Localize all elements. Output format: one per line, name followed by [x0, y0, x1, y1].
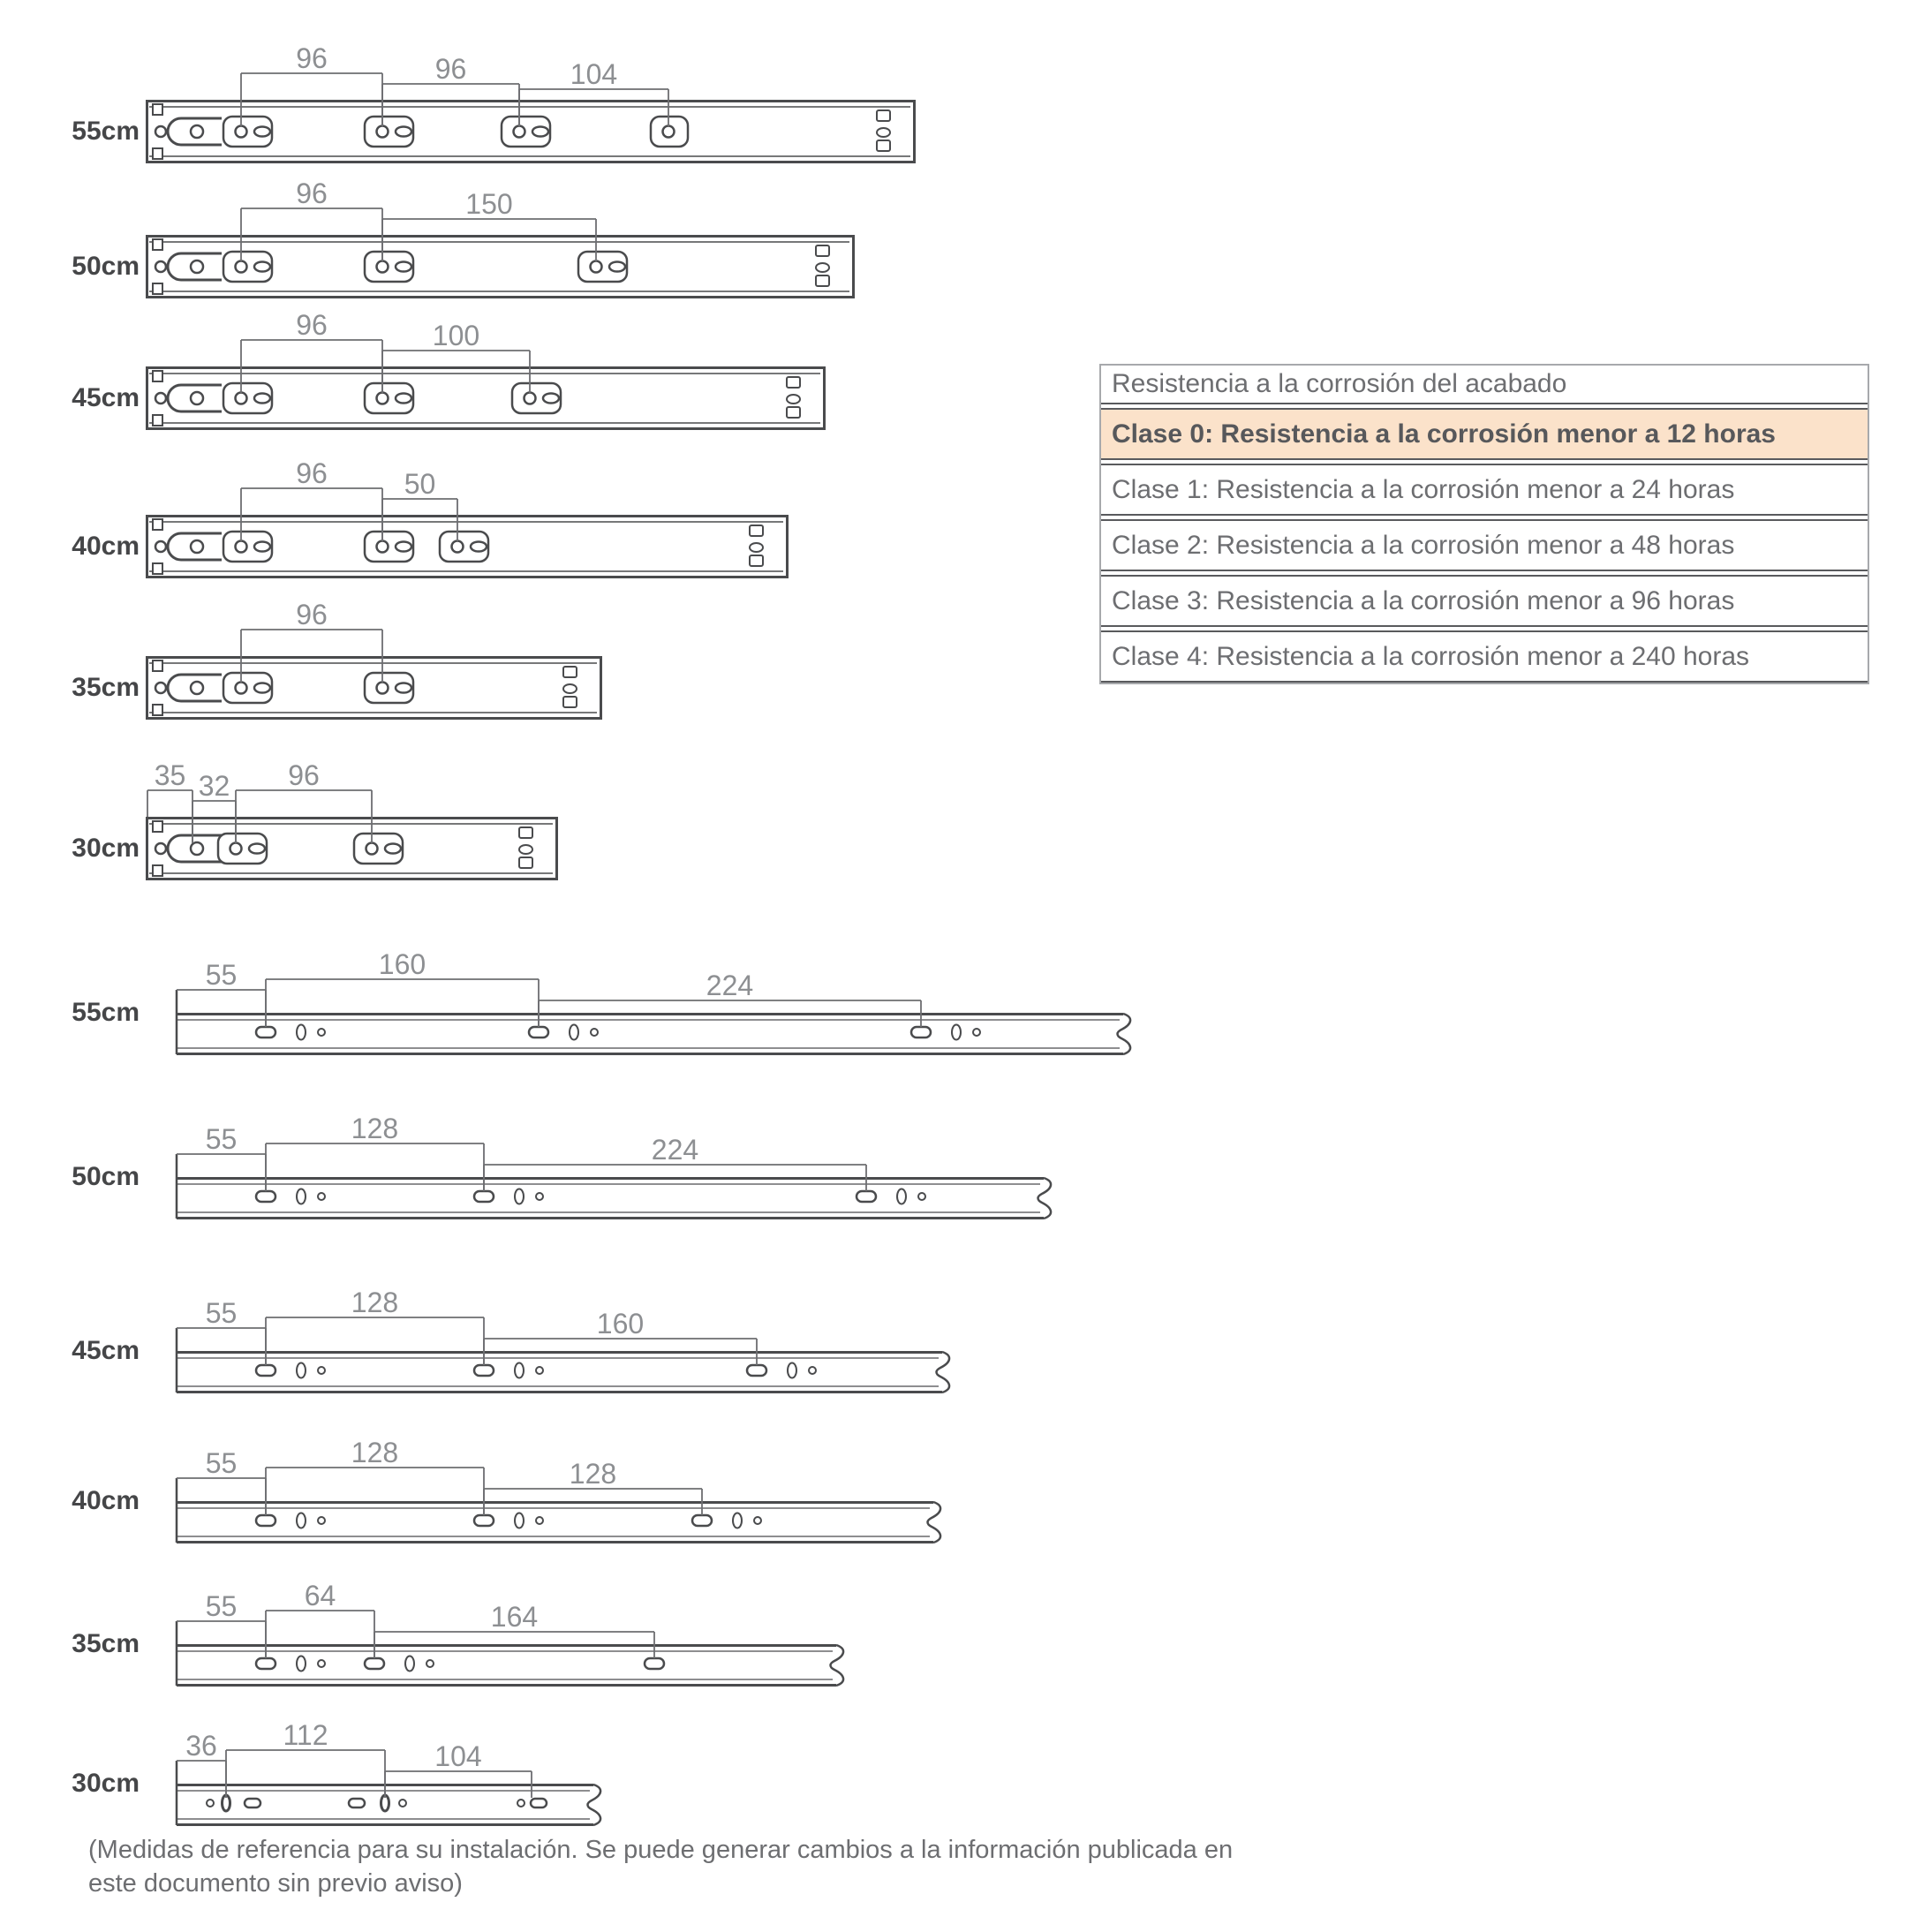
rail-body [147, 819, 557, 879]
small-hole [918, 1193, 925, 1200]
dimension-value: 160 [596, 1308, 645, 1340]
mount-slot [857, 1191, 876, 1202]
rail-length-label: 35cm [72, 673, 140, 702]
corrosion-class-row-0: Clase 0: Resistencia a la corrosión menor a 12 horas [1101, 408, 1868, 460]
corrosion-class-row-2: Clase 2: Resistencia a la corrosión menor a 48 horas [1101, 519, 1868, 571]
small-hole [318, 1029, 325, 1036]
side-rail-drawing-40cm [175, 1439, 953, 1543]
side-rail-drawing-35cm [175, 1582, 856, 1687]
small-hole [318, 1193, 325, 1200]
dimension-value: 96 [296, 42, 328, 74]
oval-hole [515, 1189, 524, 1204]
rail-length-label: 45cm [72, 1336, 140, 1365]
footer-note [88, 1833, 1233, 1900]
rail-length-label: 55cm [72, 998, 140, 1027]
dimension-value: 96 [296, 599, 328, 630]
rail-length-label: 40cm [72, 1486, 140, 1515]
dimension-value: 96 [434, 53, 467, 85]
footer-line-1: (Medidas de referencia para su instalación. Se puede generar cambios a la información publicada en [88, 1836, 1234, 1864]
mount-tab [153, 415, 162, 426]
top-rail-drawing-55cm [146, 42, 924, 163]
dimension-value: 150 [465, 188, 513, 220]
mount-slot [474, 1191, 494, 1202]
dimension-value: 128 [569, 1458, 617, 1490]
mount-tab [153, 519, 162, 530]
dimension-value: 55 [205, 1447, 238, 1479]
oval-hole [952, 1025, 961, 1040]
dimension-value: 36 [185, 1730, 217, 1762]
side-rail-drawing-30cm [175, 1719, 613, 1826]
mount-slot [747, 1365, 766, 1376]
rail-length-label: 50cm [72, 252, 140, 281]
rail-length-label: 50cm [72, 1162, 140, 1191]
small-hole [517, 1800, 525, 1807]
rail-body [147, 102, 915, 162]
table-rows [1101, 408, 1868, 683]
oval-hole [733, 1513, 742, 1528]
dimension-value: 128 [351, 1113, 399, 1144]
dimension-value: 96 [288, 759, 320, 791]
dimension-value: 96 [296, 309, 328, 341]
dimension-value: 104 [434, 1740, 482, 1772]
dimension-value: 55 [205, 959, 238, 991]
small-hole [207, 1800, 214, 1807]
oval-hole [297, 1513, 306, 1528]
dimension-value: 55 [205, 1590, 238, 1622]
dimension-value: 224 [651, 1134, 699, 1166]
mount-slot [365, 1658, 384, 1669]
mount-slot [256, 1191, 275, 1202]
dimension-value: 32 [198, 770, 230, 802]
dimension-value: 100 [432, 320, 480, 351]
oval-hole [515, 1513, 524, 1528]
rail-length-label: 45cm [72, 383, 140, 412]
dimension-value: 160 [378, 948, 426, 980]
small-hole [318, 1367, 325, 1374]
top-rail-drawing-50cm [146, 177, 864, 298]
mount-tab [153, 283, 162, 294]
corrosion-class-row-1: Clase 1: Resistencia a la corrosión menor a 24 horas [1101, 464, 1868, 516]
mount-slot [692, 1515, 712, 1526]
top-rail-drawing-30cm [146, 758, 567, 880]
mount-slot [911, 1027, 931, 1038]
footer-line-2: este documento sin previo aviso) [88, 1869, 463, 1898]
mount-slot [474, 1365, 494, 1376]
dimension-value: 128 [351, 1437, 399, 1468]
oval-hole [405, 1657, 414, 1672]
mount-tab [153, 660, 162, 671]
horizontal-slot [531, 1799, 547, 1807]
mount-slot [474, 1515, 494, 1526]
rail-body [147, 237, 854, 298]
dimension-value: 55 [205, 1297, 238, 1329]
mount-slot [256, 1365, 275, 1376]
small-hole [973, 1029, 980, 1036]
small-hole [536, 1517, 543, 1524]
small-hole [399, 1800, 406, 1807]
mount-slot [645, 1658, 664, 1669]
small-hole [754, 1517, 761, 1524]
mount-tab [153, 865, 162, 876]
dimension-value: 104 [570, 58, 618, 90]
table-header: Resistencia a la corrosión del acabado [1101, 366, 1868, 404]
mount-tab [153, 563, 162, 574]
mount-tab [153, 148, 162, 159]
rail-length-label: 55cm [72, 117, 140, 146]
mount-tab [153, 705, 162, 715]
oval-hole [897, 1189, 906, 1204]
dimension-value: 55 [205, 1123, 238, 1155]
mount-slot [529, 1027, 548, 1038]
oval-hole [788, 1363, 796, 1378]
side-rail-drawing-50cm [175, 1115, 1063, 1219]
mount-tab [153, 821, 162, 832]
oval-hole [297, 1025, 306, 1040]
small-hole [809, 1367, 816, 1374]
oval-hole [297, 1657, 306, 1672]
dimension-value: 50 [404, 468, 436, 500]
dimension-value: 164 [490, 1601, 539, 1633]
mount-tab [153, 104, 162, 115]
dimension-value: 96 [296, 177, 328, 209]
mount-slot [256, 1658, 275, 1669]
rail-body [147, 517, 788, 577]
mount-tab [153, 371, 162, 381]
small-hole [536, 1193, 543, 1200]
horizontal-slot [349, 1799, 365, 1807]
dimension-value: 64 [304, 1580, 336, 1611]
horizontal-slot [245, 1799, 260, 1807]
rail-length-label: 40cm [72, 532, 140, 561]
dimension-value: 35 [154, 759, 186, 791]
dimension-value: 112 [283, 1719, 328, 1751]
top-rail-drawing-45cm [146, 308, 834, 430]
mount-slot [256, 1515, 275, 1526]
mount-tab [153, 239, 162, 250]
side-rail-drawing-45cm [175, 1289, 962, 1393]
oval-hole [297, 1189, 306, 1204]
rail-body [147, 658, 601, 719]
top-rail-drawing-40cm [146, 457, 797, 578]
small-hole [318, 1517, 325, 1524]
oval-hole [570, 1025, 578, 1040]
corrosion-resistance-table [1099, 364, 1869, 684]
oval-hole [297, 1363, 306, 1378]
small-hole [426, 1660, 434, 1667]
top-rail-drawing-35cm [146, 598, 611, 720]
rail-length-label: 35cm [72, 1629, 140, 1658]
oval-hole [515, 1363, 524, 1378]
side-rail-drawing-55cm [175, 948, 1143, 1055]
rail-length-label: 30cm [72, 1769, 140, 1798]
small-hole [591, 1029, 598, 1036]
rail-length-label: 30cm [72, 834, 140, 863]
dimension-value: 96 [296, 457, 328, 489]
corrosion-class-row-4: Clase 4: Resistencia a la corrosión menor a 240 horas [1101, 630, 1868, 683]
dimension-value: 128 [351, 1287, 399, 1318]
dimension-value: 224 [706, 970, 754, 1001]
small-hole [318, 1660, 325, 1667]
small-hole [536, 1367, 543, 1374]
corrosion-class-row-3: Clase 3: Resistencia a la corrosión menor a 96 horas [1101, 575, 1868, 627]
mount-slot [256, 1027, 275, 1038]
rail-body [147, 368, 825, 429]
